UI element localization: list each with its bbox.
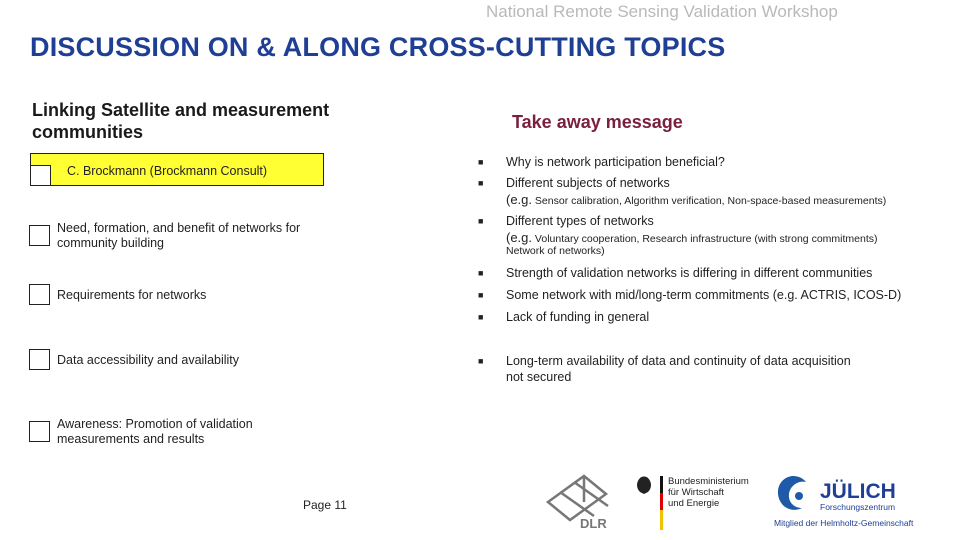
- svg-text:Forschungszentrum: Forschungszentrum: [820, 502, 896, 512]
- takeaway-item-3-sub: (e.g. Voluntary cooperation, Research infrastructure (with strong commitments): [506, 230, 878, 245]
- bullet-marker: ■: [478, 356, 484, 366]
- presenter-checkbox[interactable]: [30, 165, 51, 186]
- takeaway-item-3-sub2: Network of networks): [506, 245, 605, 257]
- page-number: Page 11: [303, 498, 347, 512]
- takeaway-item-3: Different types of networks: [506, 214, 654, 228]
- topic-checkbox-3[interactable]: [29, 349, 50, 370]
- slide-title: DISCUSSION ON & ALONG CROSS-CUTTING TOPICS: [30, 32, 726, 62]
- takeaway-item-1: Why is network participation beneficial?: [506, 155, 725, 169]
- takeaway-item-4: Strength of validation networks is differing in different communities: [506, 266, 873, 280]
- takeaway-item-7: Long-term availability of data and continuity of data acquisition: [506, 354, 851, 368]
- takeaway-item-5: Some network with mid/long-term commitments (e.g. ACTRIS, ICOS-D): [506, 288, 902, 302]
- takeaway-item-2-sub: (e.g. Sensor calibration, Algorithm verification, Non-space-based measurements): [506, 192, 887, 207]
- bullet-marker: ■: [478, 157, 484, 167]
- topic-checkbox-1[interactable]: [29, 225, 50, 246]
- topic-item-2: Requirements for networks: [57, 288, 207, 302]
- presenter-name: C. Brockmann (Brockmann Consult): [67, 164, 268, 178]
- svg-text:JÜLICH: JÜLICH: [820, 480, 896, 503]
- bullet-marker: ■: [478, 312, 484, 322]
- topic-item-4: Awareness: Promotion of validation measurements and results: [57, 417, 253, 446]
- svg-text:und Energie: und Energie: [668, 498, 720, 509]
- takeaway-item-6: Lack of funding in general: [506, 310, 650, 324]
- svg-text:Mitglied der Helmholtz-Gemeins: Mitglied der Helmholtz-Gemeinschaft: [774, 518, 914, 528]
- presenter-box: [30, 153, 324, 186]
- left-heading: Linking Satellite and measurement communities: [32, 100, 330, 142]
- bullet-marker: ■: [478, 216, 484, 226]
- svg-text:DLR: DLR: [580, 516, 607, 531]
- topic-item-3: Data accessibility and availability: [57, 353, 240, 367]
- svg-text:Bundesministerium: Bundesministerium: [668, 476, 749, 487]
- topic-checkbox-2[interactable]: [29, 284, 50, 305]
- bullet-marker: ■: [478, 290, 484, 300]
- takeaway-item-7-cont: not secured: [506, 370, 572, 384]
- dlr-logo: [544, 472, 614, 532]
- takeaway-item-2: Different subjects of networks: [506, 176, 670, 190]
- svg-text:für Wirtschaft: für Wirtschaft: [668, 487, 724, 498]
- julich-logo: [772, 472, 942, 532]
- takeaway-heading: Take away message: [512, 112, 683, 132]
- bmwi-logo: [634, 472, 756, 534]
- bullet-marker: ■: [478, 178, 484, 188]
- bullet-marker: ■: [478, 268, 484, 278]
- topic-checkbox-4[interactable]: [29, 421, 50, 442]
- topic-item-1: Need, formation, and benefit of networks for community building: [57, 221, 301, 250]
- workshop-header: National Remote Sensing Validation Workshop: [486, 2, 838, 21]
